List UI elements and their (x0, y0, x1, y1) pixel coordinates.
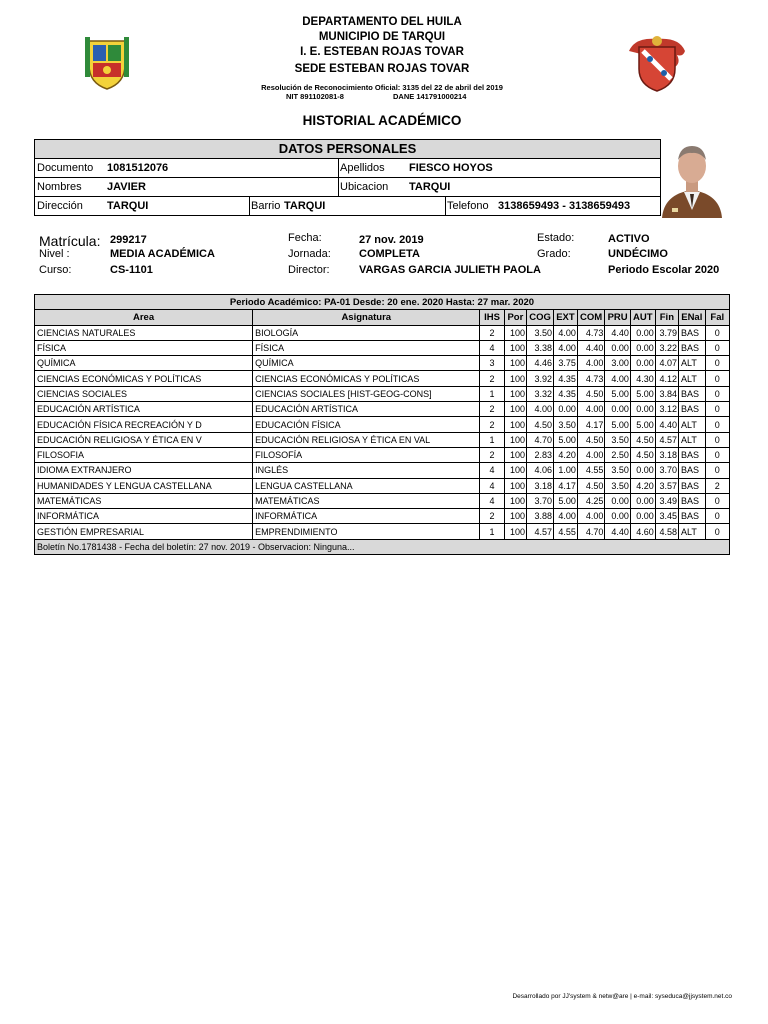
table-cell: 2 (480, 509, 504, 524)
ubicacion-label: Ubicacion (340, 181, 389, 193)
table-cell: 4.35 (554, 386, 578, 401)
table-cell: 0 (705, 432, 729, 447)
table-cell: 1 (480, 386, 504, 401)
table-cell: 100 (504, 509, 526, 524)
table-cell: 3.45 (655, 509, 678, 524)
table-cell: 100 (504, 463, 526, 478)
table-cell: 4.55 (554, 524, 578, 539)
table-cell: 3.50 (527, 325, 554, 340)
table-cell: FÍSICA (35, 340, 253, 355)
table-cell: 4.17 (577, 417, 605, 432)
table-row (35, 524, 730, 539)
table-cell: 4.40 (605, 524, 630, 539)
table-cell: 100 (504, 478, 526, 493)
table-cell: 0.00 (630, 325, 655, 340)
nivel-label: Nivel : (39, 248, 70, 260)
table-cell: 3.32 (527, 386, 554, 401)
table-cell: 4 (480, 463, 504, 478)
table-cell: GESTIÓN EMPRESARIAL (35, 524, 253, 539)
table-cell: 4.73 (577, 371, 605, 386)
table-cell: 4.50 (577, 432, 605, 447)
table-cell: 100 (504, 340, 526, 355)
header-nit: NIT 891102081-8 (286, 92, 344, 101)
table-cell: 100 (504, 402, 526, 417)
barrio-label: Barrio (251, 200, 281, 212)
department-shield-icon (83, 35, 131, 91)
table-cell: 2 (480, 447, 504, 462)
bulletin-footer: Boletín No.1781438 - Fecha del boletín: 27 nov. 2019 - Observacion: Ninguna... (35, 539, 730, 554)
table-cell: 0.00 (554, 402, 578, 417)
personal-row-1 (35, 159, 660, 178)
barrio-value: TARQUI (284, 200, 326, 212)
table-cell: CIENCIAS NATURALES (35, 325, 253, 340)
table-cell: ALT (679, 432, 706, 447)
table-row (35, 432, 730, 447)
table-cell: 4 (480, 340, 504, 355)
column-header: Fin (655, 310, 678, 325)
grades-table (34, 294, 730, 555)
table-cell: 2 (480, 325, 504, 340)
table-cell: 4.40 (655, 417, 678, 432)
period-title: Periodo Académico: PA-01 Desde: 20 ene. 2020 Hasta: 27 mar. 2020 (35, 295, 730, 310)
table-cell: 0 (705, 371, 729, 386)
table-cell: 3.70 (527, 493, 554, 508)
table-cell: FILOSOFIA (35, 447, 253, 462)
table-cell: QUÍMICA (253, 356, 480, 371)
table-cell: 4.00 (554, 340, 578, 355)
table-cell: 0.00 (605, 493, 630, 508)
table-cell: 4.57 (527, 524, 554, 539)
table-cell: 0.00 (605, 340, 630, 355)
table-cell: ALT (679, 356, 706, 371)
grado-label: Grado: (537, 248, 571, 260)
header-institution: I. E. ESTEBAN ROJAS TOVAR (300, 46, 464, 58)
table-cell: 4.20 (630, 478, 655, 493)
table-cell: 4.55 (577, 463, 605, 478)
header-dane: DANE 141791000214 (393, 92, 467, 101)
column-header: COM (577, 310, 605, 325)
table-cell: 4.00 (554, 325, 578, 340)
table-cell: 4.58 (655, 524, 678, 539)
table-cell: 3.00 (605, 356, 630, 371)
header-department: DEPARTAMENTO DEL HUILA (302, 16, 462, 28)
director-value: VARGAS GARCIA JULIETH PAOLA (359, 264, 541, 276)
table-cell: EDUCACIÓN RELIGIOSA Y ÉTICA EN V (35, 432, 253, 447)
table-cell: 3.88 (527, 509, 554, 524)
column-header: EXT (554, 310, 578, 325)
table-cell: 100 (504, 356, 526, 371)
table-cell: MATEMÁTICAS (35, 493, 253, 508)
table-cell: 3.79 (655, 325, 678, 340)
table-cell: 5.00 (605, 417, 630, 432)
table-cell: 0.00 (630, 463, 655, 478)
table-cell: 0 (705, 340, 729, 355)
table-cell: CIENCIAS SOCIALES (35, 386, 253, 401)
table-row (35, 340, 730, 355)
table-header-row (35, 310, 730, 325)
personal-data-title: DATOS PERSONALES (35, 140, 660, 159)
table-cell: 4.40 (605, 325, 630, 340)
table-row (35, 417, 730, 432)
table-cell: 5.00 (605, 386, 630, 401)
nombres-value: JAVIER (107, 181, 146, 193)
table-cell: 1.00 (554, 463, 578, 478)
table-cell: 4.50 (630, 432, 655, 447)
table-cell: 4.73 (577, 325, 605, 340)
table-cell: 0 (705, 325, 729, 340)
header-municipality: MUNICIPIO DE TARQUI (318, 31, 446, 43)
table-cell: 3.57 (655, 478, 678, 493)
director-label: Director: (288, 264, 330, 276)
table-row (35, 463, 730, 478)
table-cell: 4.60 (630, 524, 655, 539)
table-cell: INGLÉS (253, 463, 480, 478)
curso-value: CS-1101 (110, 264, 153, 276)
documento-label: Documento (37, 162, 94, 174)
table-cell: 3.75 (554, 356, 578, 371)
table-cell: 2.50 (605, 447, 630, 462)
table-cell: CIENCIAS ECONÓMICAS Y POLÍTICAS (253, 371, 480, 386)
table-cell: 4.12 (655, 371, 678, 386)
table-cell: EDUCACIÓN ARTÍSTICA (35, 402, 253, 417)
table-cell: 4.17 (554, 478, 578, 493)
table-cell: 0.00 (630, 340, 655, 355)
table-cell: 0 (705, 356, 729, 371)
table-cell: 100 (504, 524, 526, 539)
table-cell: 100 (504, 371, 526, 386)
table-cell: 0.00 (630, 509, 655, 524)
table-row (35, 386, 730, 401)
curso-label: Curso: (39, 264, 72, 276)
table-cell: 3.84 (655, 386, 678, 401)
table-cell: FÍSICA (253, 340, 480, 355)
table-cell: 0 (705, 524, 729, 539)
table-cell: BAS (679, 386, 706, 401)
page-title: HISTORIAL ACADÉMICO (302, 113, 462, 128)
table-cell: 4.50 (527, 417, 554, 432)
table-cell: BAS (679, 493, 706, 508)
table-cell: EDUCACIÓN ARTÍSTICA (253, 402, 480, 417)
fecha-label: Fecha: (288, 232, 322, 244)
column-header: IHS (480, 310, 504, 325)
table-row (35, 371, 730, 386)
periodo-escolar: Periodo Escolar 2020 (608, 264, 720, 276)
table-cell: 2.83 (527, 447, 554, 462)
jornada-label: Jornada: (288, 248, 331, 260)
table-cell: 4.06 (527, 463, 554, 478)
table-cell: 4.50 (630, 447, 655, 462)
table-cell: 2 (480, 402, 504, 417)
table-cell: EMPRENDIMIENTO (253, 524, 480, 539)
table-cell: 3.12 (655, 402, 678, 417)
table-cell: 4.70 (527, 432, 554, 447)
documento-value: 1081512076 (107, 162, 169, 174)
table-cell: 3 (480, 356, 504, 371)
student-avatar-icon (656, 138, 728, 218)
table-cell: BAS (679, 463, 706, 478)
table-cell: 5.00 (554, 432, 578, 447)
table-cell: 100 (504, 386, 526, 401)
table-cell: 0 (705, 493, 729, 508)
grado-value: UNDÉCIMO (608, 248, 668, 260)
table-cell: 2 (705, 478, 729, 493)
table-cell: 100 (504, 493, 526, 508)
table-cell: 3.50 (605, 432, 630, 447)
table-cell: 100 (504, 432, 526, 447)
table-cell: 0 (705, 463, 729, 478)
table-cell: EDUCACIÓN RELIGIOSA Y ÉTICA EN VAL (253, 432, 480, 447)
table-cell: 1 (480, 432, 504, 447)
table-cell: 4.46 (527, 356, 554, 371)
table-cell: 4.25 (577, 493, 605, 508)
table-row (35, 402, 730, 417)
table-cell: 0.00 (630, 402, 655, 417)
column-header: AUT (630, 310, 655, 325)
fecha-value: 27 nov. 2019 (359, 234, 424, 246)
direccion-value: TARQUI (107, 200, 149, 212)
header-resolution: Resolución de Reconocimiento Oficial: 3135 del 22 de abril del 2019 (261, 83, 503, 92)
table-cell: 2 (480, 417, 504, 432)
school-crest-icon (625, 33, 689, 93)
table-cell: 4.00 (527, 402, 554, 417)
table-cell: 3.18 (527, 478, 554, 493)
table-cell: 3.50 (605, 478, 630, 493)
matricula-label: Matrícula: (39, 233, 101, 249)
table-cell: 0.00 (605, 509, 630, 524)
table-row (35, 356, 730, 371)
table-cell: 4 (480, 478, 504, 493)
table-cell: 2 (480, 371, 504, 386)
table-cell: 5.00 (554, 493, 578, 508)
estado-label: Estado: (537, 232, 575, 244)
nivel-value: MEDIA ACADÉMICA (110, 248, 215, 260)
table-cell: 4.40 (577, 340, 605, 355)
table-cell: EDUCACIÓN FÍSICA (253, 417, 480, 432)
table-cell: 3.70 (655, 463, 678, 478)
telefono-value: 3138659493 - 3138659493 (498, 200, 631, 212)
table-cell: 4.00 (577, 402, 605, 417)
table-cell: 5.00 (630, 386, 655, 401)
personal-row-2 (35, 178, 660, 197)
table-cell: BAS (679, 402, 706, 417)
table-cell: BAS (679, 509, 706, 524)
table-cell: BIOLOGÍA (253, 325, 480, 340)
personal-row-3 (35, 197, 660, 215)
table-cell: 3.22 (655, 340, 678, 355)
table-cell: 4.00 (605, 371, 630, 386)
table-cell: QUÍMICA (35, 356, 253, 371)
table-cell: BAS (679, 325, 706, 340)
table-cell: INFORMÁTICA (35, 509, 253, 524)
table-cell: 3.50 (554, 417, 578, 432)
table-cell: BAS (679, 447, 706, 462)
table-cell: 3.18 (655, 447, 678, 462)
table-cell: 4.00 (554, 509, 578, 524)
nombres-label: Nombres (37, 181, 82, 193)
table-cell: 0 (705, 417, 729, 432)
table-cell: INFORMÁTICA (253, 509, 480, 524)
estado-value: ACTIVO (608, 233, 650, 245)
telefono-label: Telefono (447, 200, 489, 212)
table-cell: 4 (480, 493, 504, 508)
table-cell: LENGUA CASTELLANA (253, 478, 480, 493)
table-row (35, 509, 730, 524)
table-cell: 0.00 (630, 493, 655, 508)
personal-data-box (34, 139, 661, 216)
table-row (35, 447, 730, 462)
apellidos-value: FIESCO HOYOS (409, 162, 493, 174)
column-header: ENal (679, 310, 706, 325)
column-header: Fal (705, 310, 729, 325)
table-cell: 0 (705, 447, 729, 462)
table-cell: 4.50 (577, 478, 605, 493)
column-header: Area (35, 310, 253, 325)
header-campus: SEDE ESTEBAN ROJAS TOVAR (294, 63, 470, 75)
table-cell: 4.57 (655, 432, 678, 447)
column-header: COG (527, 310, 554, 325)
table-cell: 100 (504, 417, 526, 432)
table-cell: 0 (705, 402, 729, 417)
table-cell: BAS (679, 478, 706, 493)
table-cell: 100 (504, 447, 526, 462)
table-cell: ALT (679, 524, 706, 539)
table-cell: 4.50 (577, 386, 605, 401)
matricula-value: 299217 (110, 234, 147, 246)
table-cell: 4.00 (577, 447, 605, 462)
table-cell: CIENCIAS ECONÓMICAS Y POLÍTICAS (35, 371, 253, 386)
table-cell: 4.00 (577, 509, 605, 524)
column-header: Asignatura (253, 310, 480, 325)
ubicacion-value: TARQUI (409, 181, 451, 193)
table-cell: MATEMÁTICAS (253, 493, 480, 508)
table-cell: 100 (504, 325, 526, 340)
table-cell: 1 (480, 524, 504, 539)
jornada-value: COMPLETA (359, 248, 420, 260)
table-cell: 3.92 (527, 371, 554, 386)
table-cell: FILOSOFÍA (253, 447, 480, 462)
column-header: PRU (605, 310, 630, 325)
table-cell: 4.20 (554, 447, 578, 462)
footer-credit: Desarrollado por JJ'system & netw@are | e-mail: syseduca@jjsystem.net.co (512, 993, 732, 1000)
table-row (35, 493, 730, 508)
table-cell: ALT (679, 417, 706, 432)
table-cell: 3.38 (527, 340, 554, 355)
table-cell: 5.00 (630, 417, 655, 432)
table-cell: EDUCACIÓN FÍSICA RECREACIÓN Y D (35, 417, 253, 432)
direccion-label: Dirección (37, 200, 83, 212)
table-cell: 4.70 (577, 524, 605, 539)
table-cell: 4.30 (630, 371, 655, 386)
table-cell: 3.50 (605, 463, 630, 478)
table-cell: CIENCIAS SOCIALES [HIST-GEOG-CONS] (253, 386, 480, 401)
table-cell: 4.35 (554, 371, 578, 386)
table-cell: 4.00 (577, 356, 605, 371)
apellidos-label: Apellidos (340, 162, 385, 174)
table-cell: 0.00 (630, 356, 655, 371)
table-cell: ALT (679, 371, 706, 386)
table-cell: 0 (705, 509, 729, 524)
table-cell: 0 (705, 386, 729, 401)
table-cell: 3.49 (655, 493, 678, 508)
table-row (35, 325, 730, 340)
table-cell: BAS (679, 340, 706, 355)
column-header: Por (504, 310, 526, 325)
table-cell: 4.07 (655, 356, 678, 371)
table-cell: HUMANIDADES Y LENGUA CASTELLANA (35, 478, 253, 493)
table-cell: IDIOMA EXTRANJERO (35, 463, 253, 478)
table-row (35, 478, 730, 493)
table-cell: 0.00 (605, 402, 630, 417)
